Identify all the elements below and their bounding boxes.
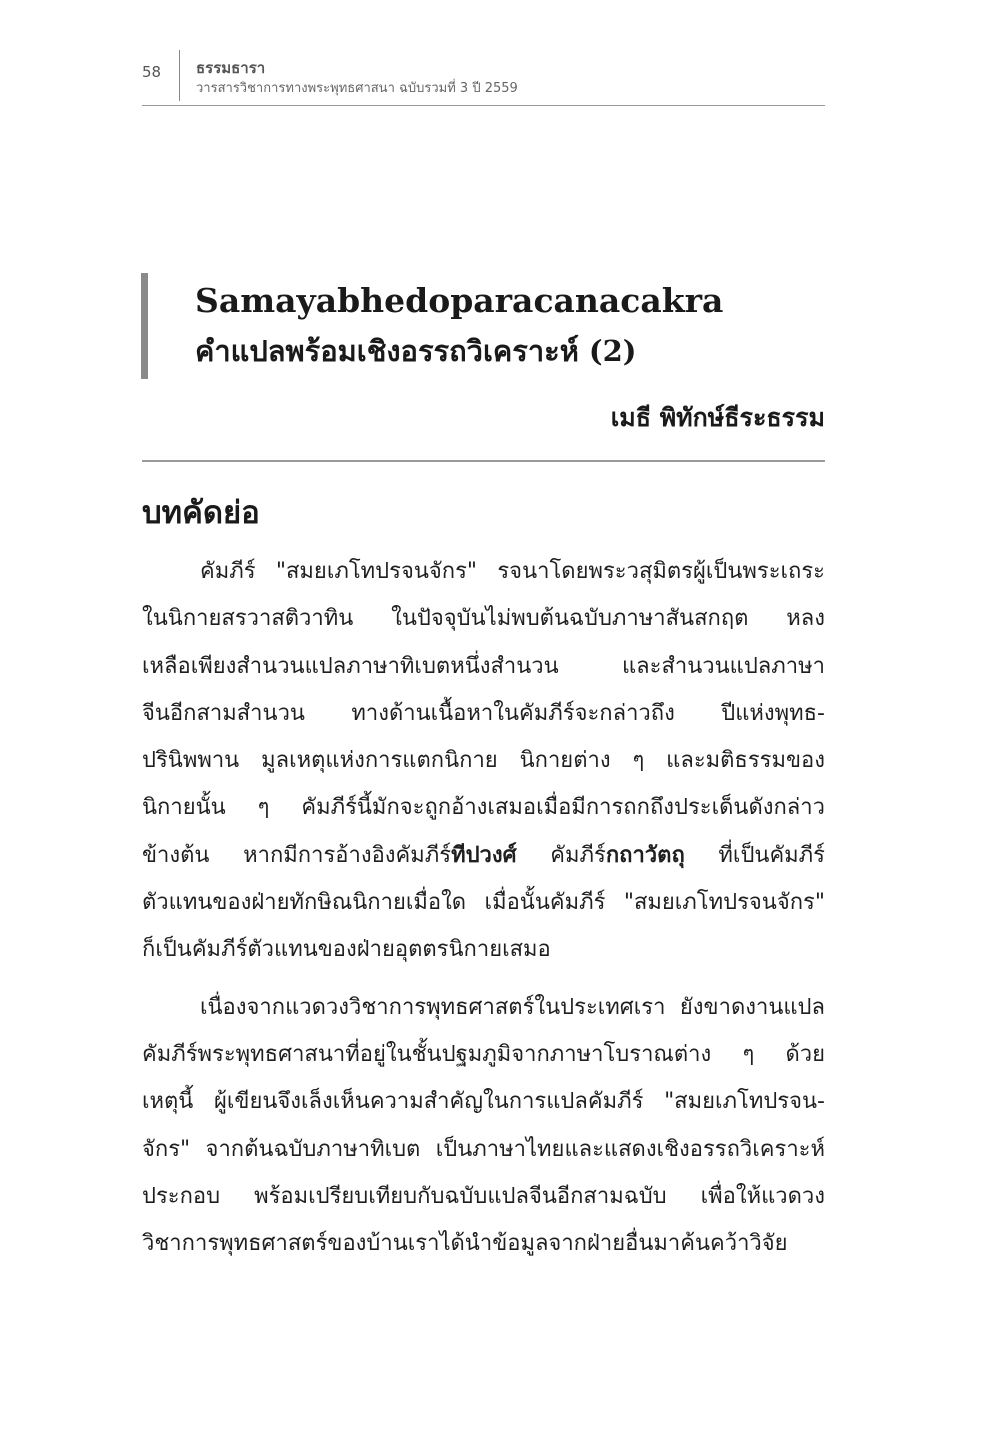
text-emphasis-dipavamsa: ทีปวงศ์	[451, 842, 517, 868]
text-line: ประกอบ พร้อมเปรียบเทียบกับฉบับแปลจีนอีกสามฉบับ เพื่อให้แวดวง	[142, 1183, 825, 1209]
text-line: จักร" จากต้นฉบับภาษาทิเบต เป็นภาษาไทยและแสดงเชิงอรรถวิเคราะห์	[142, 1136, 825, 1162]
text-line: คัมภีร์พระพุทธศาสนาที่อยู่ในชั้นปฐมภูมิจากภาษาโบราณต่าง ๆ ด้วย	[142, 1041, 825, 1067]
title-accent-bar	[141, 273, 148, 379]
abstract-body	[142, 548, 825, 1267]
abstract-heading: บทคัดย่อ	[142, 495, 260, 531]
text-line: ตัวแทนของฝ่ายทักษิณนิกายเมื่อใด เมื่อนั้นคัมภีร์ "สมยเภโทปรจนจักร"	[142, 890, 825, 916]
text-line: จีนอีกสามสำนวน ทางด้านเนื้อหาในคัมภีร์จะกล่าวถึง ปีแห่งพุทธ-	[142, 700, 825, 726]
header-divider	[179, 50, 180, 101]
text-segment: ข้างต้น หากมีการอ้างอิงคัมภีร์	[142, 842, 452, 868]
text-emphasis-kathavatthu: กถาวัตถุ	[605, 842, 685, 868]
text-line: เหลือเพียงสำนวนแปลภาษาทิเบตหนึ่งสำนวน และสำนวนแปลภาษา	[142, 653, 825, 679]
title-english: Samayabhedoparacanacakra	[195, 281, 724, 320]
title-thai: คำแปลพร้อมเชิงอรรถวิเคราะห์ (2)	[195, 334, 637, 368]
paragraph-gap	[142, 974, 825, 984]
text-segment: ที่เป็นคัมภีร์	[684, 842, 825, 868]
text-line: ก็เป็นคัมภีร์ตัวแทนของฝ่ายอุตตรนิกายเสมอ	[142, 937, 551, 963]
text-line: ในนิกายสรวาสติวาทิน ในปัจจุบันไม่พบต้นฉบับภาษาสันสกฤต หลง	[142, 606, 825, 632]
text-segment: คัมภีร์	[516, 842, 606, 868]
author-rule	[142, 460, 825, 462]
author-name: เมธี พิทักษ์ธีระธรรม	[610, 403, 825, 432]
text-line: เหตุนี้ ผู้เขียนจึงเล็งเห็นความสำคัญในการแปลคัมภีร์ "สมยเภโทปรจน-	[142, 1089, 825, 1115]
page-number: 58	[142, 63, 162, 81]
header-rule	[142, 105, 825, 106]
text-line: คัมภีร์ "สมยเภโทปรจนจักร" รจนาโดยพระวสุมิตรผู้เป็นพระเถระ	[200, 559, 825, 584]
page-header	[0, 0, 1000, 106]
text-line: ปรินิพพาน มูลเหตุแห่งการแตกนิกาย นิกายต่าง ๆ และมติธรรมของ	[142, 748, 825, 774]
text-line	[142, 832, 825, 879]
text-line: เนื่องจากแวดวงวิชาการพุทธศาสตร์ในประเทศเรา ยังขาดงานแปล	[200, 994, 825, 1020]
journal-name: ธรรมธารา	[196, 59, 266, 77]
journal-subtitle: วารสารวิชาการทางพระพุทธศาสนา ฉบับรวมที่ 3 ปี 2559	[196, 81, 518, 96]
text-line: วิชาการพุทธศาสตร์ของบ้านเราได้นำข้อมูลจากฝ่ายอื่นมาค้นคว้าวิจัย	[142, 1231, 788, 1257]
text-line: นิกายนั้น ๆ คัมภีร์นี้มักจะถูกอ้างเสมอเมื่อมีการถกถึงประเด็นดังกล่าว	[142, 795, 825, 821]
article-title	[195, 276, 723, 376]
